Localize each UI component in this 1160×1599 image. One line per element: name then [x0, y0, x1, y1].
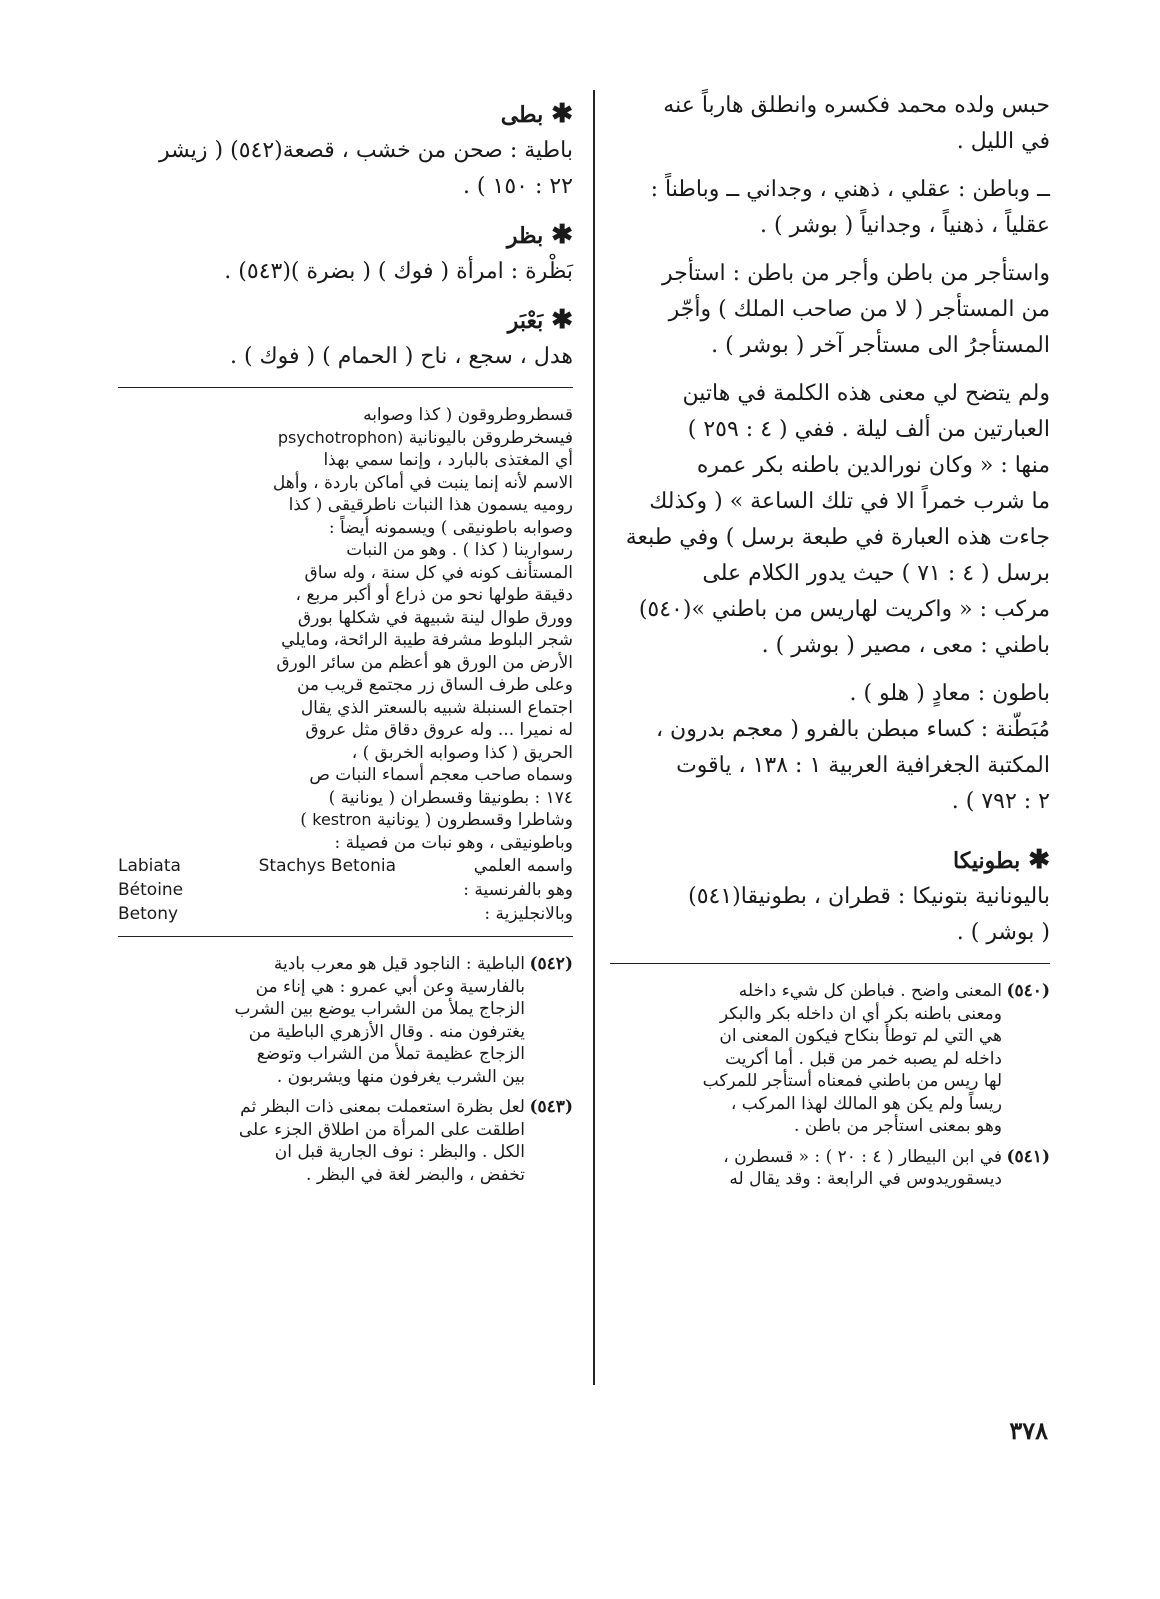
asterisk-icon: ✱: [1028, 845, 1050, 875]
text-line: شجر البلوط مشرفة طيبة الرائحة، ومايلي: [281, 630, 573, 650]
text-line: رسوارينا ( كذا ) . وهو من النبات: [346, 540, 573, 560]
text-line: له نميرا ... وله عروق دقاق مثل عروق: [305, 720, 573, 740]
text-line: ١٧٤ : بطونيقا وقسطران ( يونانية ): [328, 787, 573, 808]
text-line: الاسم لأنه إنما ينبت في أماكن باردة ، وأهل: [272, 472, 573, 493]
text-line: وباطونيقى ، وهو نبات من فصيلة :: [334, 832, 573, 853]
text-line: مُبَطّنة : كساء مبطن بالفرو ( معجم بدرون ،: [655, 717, 1050, 742]
footnote: [610, 1146, 1050, 1191]
footnote-number: (٥٤٠): [1006, 981, 1050, 1001]
footnote: [118, 953, 573, 1088]
footnote-rule: [610, 963, 1050, 964]
asterisk-icon: ✱: [551, 305, 573, 335]
text-line: وصوابه باطونيقى ) ويسمونه أيضاً :: [328, 517, 573, 538]
text-line: المستأجرُ الى مستأجر آخر ( بوشر ) .: [711, 333, 1050, 358]
text-line: باليونانية بتونيكا : قطران ، بطونيقا(٥٤١): [688, 884, 1050, 909]
footnote-text: في ابن البيطار ( ٤ : ٢٠ ) : « قسطرن ، ديسقوريدوس في الرابعة : وقد يقال له: [723, 1146, 1002, 1189]
footnote: [118, 1096, 573, 1186]
text-line: المكتبة الجغرافية العربية ١ : ١٣٨ ، ياقوت: [676, 753, 1050, 778]
text-line: من المستأجر ( لا من صاحب الملك ) وأجّر: [668, 297, 1050, 322]
footnote-number: (٥٤١): [1006, 1146, 1050, 1167]
text-line: ــ وباطن : عقلي ، ذهني ، وجداني ــ وباطناً :: [650, 177, 1050, 202]
text-line: اجتماع السنبلة شبيه بالسعتر الذي يقال: [300, 697, 573, 718]
footnote: [610, 980, 1050, 1138]
page-number: ٣٧٨: [1009, 1416, 1048, 1445]
text-line: باطية : صحن من خشب ، قصعة(٥٤٢) ( زيشر: [159, 138, 573, 163]
text-line: الأرض من الورق هو أعظم من سائر الورق: [276, 652, 573, 673]
text-line: بَظْرة : امرأة ( فوك ) ( بضرة )(٥٤٣) .: [224, 259, 573, 284]
text-line: روميه يسمون هذا النبات ناطرقيقى ( كذا: [288, 495, 573, 515]
text-line: ( بوشر ) .: [956, 920, 1050, 945]
text-line: ٢٢ : ١٥٠ ) .: [462, 174, 573, 199]
text-line: العبارتين من ألف ليلة . ففي ( ٤ : ٢٥٩ ): [687, 417, 1050, 442]
paragraph: [610, 172, 1050, 244]
left-column: [118, 96, 573, 1194]
text-line: هدل ، سجع ، ناح ( الحمام ) ( فوك ) .: [229, 344, 573, 369]
paragraph: [610, 376, 1050, 664]
text-line: باطني : معى ، مصير ( بوشر ) .: [761, 633, 1050, 658]
text-line: حبس ولده محمد فكسره وانطلق هارباً عنه: [663, 93, 1050, 118]
text-line: دقيقة طولها نحو من ذراع أو أكبر مربع ،: [295, 585, 573, 605]
paragraph: [610, 88, 1050, 160]
text-line: الحريق ( كذا وصوابه الخربق ) ،: [351, 742, 573, 763]
text-line: وعلى طرف الساق زر مجتمع قريب من: [296, 675, 573, 695]
footnote-rule: [118, 936, 573, 937]
paragraph: [610, 676, 1050, 820]
headword: بطونيكا: [953, 848, 1021, 874]
text-line: فيسخرطروقن باليونانية psychotrophon): [277, 427, 573, 448]
text-line: باطون : معادٍ ( هلو ) .: [849, 681, 1050, 706]
scientific-name-row: واسمه العلمي Stachys Betonia Labiata: [118, 856, 573, 876]
paragraph: [610, 256, 1050, 364]
entry: [118, 302, 573, 375]
text-line: ٢ : ٧٩٢ ) .: [951, 789, 1050, 814]
text-line: واستأجر من باطن وأجر من باطن : استأجر: [662, 261, 1050, 286]
english-name-row: وبالانجليزية : Betony: [118, 904, 573, 924]
column-divider: [593, 90, 595, 1385]
text-line: وشاطرا وقسطرون ( يونانية kestron ): [300, 810, 573, 830]
text-line: ولم يتضح لي معنى هذه الكلمة في هاتين: [682, 381, 1050, 406]
footnote-number: (٥٤٢): [529, 954, 573, 974]
asterisk-icon: ✱: [551, 99, 573, 129]
footnote-text: المعنى واضح . فباطن كل شيء داخله ومعنى باطنه بكر أي ان داخله بكر والبكر هي التي لم توطأ بنكاح فيكون المعنى ان داخله لم يصبه خمر من قبل . أما أكريت لها ريس من باطني فمعناه أستأجر للمركب ريساً ولم يكن هو المالك لهذا المركب ، وهو بمعنى استأجر من باطن .: [702, 981, 1002, 1136]
entry: [118, 217, 573, 290]
text-line: عقلياً ، ذهنياً ، وجدانياً ( بوشر ) .: [760, 213, 1050, 238]
text-line: المستأنف كونه في كل سنة ، وله ساق: [304, 562, 573, 583]
text-line: وورق طوال لينة شبيهة في شكلها بورق: [297, 607, 573, 628]
headword: بظر: [506, 223, 544, 249]
text-line: جاءت هذه العبارة في طبعة برسل ) وفي طبعة: [625, 525, 1050, 550]
text-line: منها : « وكان نورالدين باطنه بكر عمره: [696, 453, 1050, 478]
french-name-row: وهو بالفرنسية : Bétoine: [118, 880, 573, 900]
text-line: قسطروطروقون ( كذا وصوابه: [363, 405, 573, 425]
asterisk-icon: ✱: [551, 220, 573, 250]
footnote-text: الباطية : الناجود قيل هو معرب بادية بالفارسية وعن أبي عمرو : هي إناء من الزجاج يملأ من الشراب يوضع بين الشرب يغترفون منه . وقال الأزهري الباطية من الزجاج عظيمة تملأ من الشراب وتوضع بين الشرب يغرفون منها ويشربون .: [234, 954, 525, 1087]
footnote-number: (٥٤٣): [529, 1097, 573, 1117]
text-line: أي المغتذى بالبارد ، وإنما سمي بهذا: [323, 450, 573, 470]
footnote-text: لعل بظرة استعملت بمعنى ذات البظر ثم اطلقت على المرأة من اطلاق الجزء على الكل . والبظر : نوف الجارية قبل ان تخفض ، والبضر لغة في البظر .: [238, 1097, 525, 1185]
text-line: برسل ( ٤ : ٧١ ) حيث يدور الكلام على: [702, 561, 1050, 586]
text-line: في الليل .: [956, 129, 1050, 154]
commentary: [118, 404, 573, 926]
text-line: ما شرب خمراً الا في تلك الساعة » ( وكذلك: [649, 489, 1050, 514]
section-rule: [118, 387, 573, 388]
entry-botonica: [610, 842, 1050, 951]
entry: [118, 96, 573, 205]
right-column: [610, 88, 1050, 1199]
headword: بطى: [500, 102, 544, 128]
headword: بَعْبَر: [507, 308, 544, 334]
text-line: مركب : « واكريت لهاريس من باطني »(٥٤٠): [638, 597, 1050, 622]
text-line: وسماه صاحب معجم أسماء النبات ص: [309, 765, 573, 785]
